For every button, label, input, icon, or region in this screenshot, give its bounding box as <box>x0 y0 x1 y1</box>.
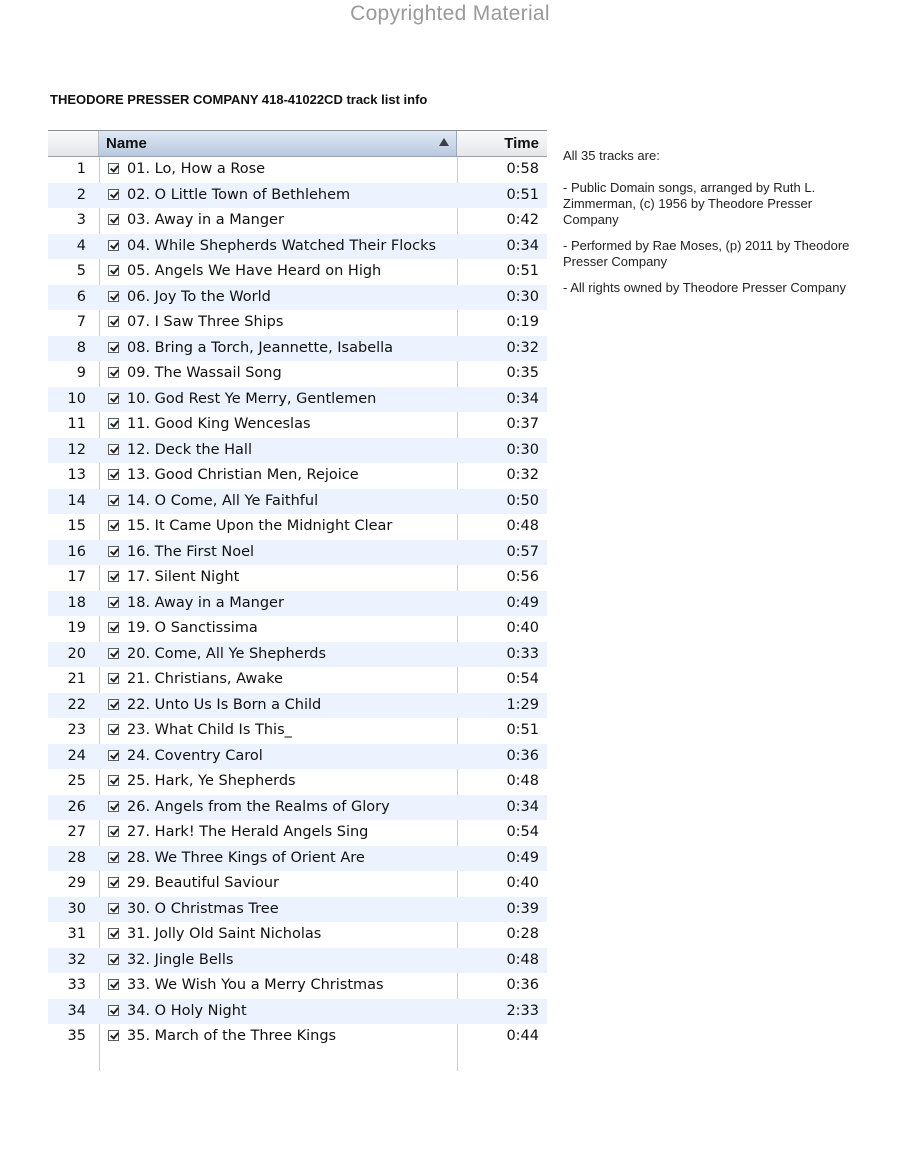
table-row[interactable] <box>48 514 547 540</box>
track-number: 13 <box>67 467 86 483</box>
table-row[interactable] <box>48 948 547 974</box>
track-number: 15 <box>67 518 86 534</box>
track-time: 0:48 <box>506 518 539 534</box>
track-checkbox-icon[interactable] <box>108 622 119 633</box>
track-list-table <box>48 130 547 1071</box>
table-row[interactable] <box>48 1024 547 1050</box>
table-row[interactable] <box>48 361 547 387</box>
track-time: 0:49 <box>506 594 539 611</box>
track-checkbox-icon[interactable] <box>108 928 119 939</box>
time-column-header[interactable]: Time <box>504 135 539 152</box>
track-number: 9 <box>76 365 86 381</box>
track-number: 24 <box>67 747 86 764</box>
track-number: 5 <box>76 263 86 279</box>
track-checkbox-icon[interactable] <box>108 673 119 684</box>
track-time: 0:49 <box>506 849 539 866</box>
table-row[interactable] <box>48 387 547 413</box>
track-time: 0:44 <box>506 1028 539 1044</box>
table-row[interactable] <box>48 285 547 311</box>
track-info-panel <box>563 148 863 306</box>
track-time: 0:19 <box>506 314 539 330</box>
track-time: 0:35 <box>506 365 539 381</box>
track-number: 27 <box>67 824 86 840</box>
track-time: 0:34 <box>506 390 539 407</box>
track-number: 29 <box>67 875 86 891</box>
track-number: 25 <box>67 773 86 789</box>
track-number: 28 <box>67 849 86 866</box>
track-title: 14. O Come, All Ye Faithful <box>127 492 319 509</box>
track-time: 2:33 <box>506 1002 539 1019</box>
track-number: 8 <box>76 339 86 356</box>
track-number: 22 <box>67 696 86 713</box>
table-header <box>48 130 547 157</box>
track-checkbox-icon[interactable] <box>108 877 119 888</box>
track-checkbox-icon[interactable] <box>108 724 119 735</box>
table-row[interactable] <box>48 922 547 948</box>
track-time: 0:40 <box>506 620 539 636</box>
track-time: 0:33 <box>506 645 539 662</box>
track-title: 18. Away in a Manger <box>127 594 284 611</box>
track-title: 31. Jolly Old Saint Nicholas <box>127 926 322 942</box>
track-title: 07. I Saw Three Ships <box>127 314 284 330</box>
track-checkbox-icon[interactable] <box>108 316 119 327</box>
track-checkbox-icon[interactable] <box>108 750 119 761</box>
track-number: 17 <box>67 569 86 585</box>
track-title: 19. O Sanctissima <box>127 620 258 636</box>
track-checkbox-icon[interactable] <box>108 1005 119 1016</box>
table-row[interactable] <box>48 795 547 821</box>
table-row[interactable] <box>48 489 547 515</box>
track-title: 21. Christians, Awake <box>127 671 283 687</box>
track-number: 16 <box>67 543 86 560</box>
track-title: 29. Beautiful Saviour <box>127 875 279 891</box>
track-number: 35 <box>67 1028 86 1044</box>
track-checkbox-icon[interactable] <box>108 367 119 378</box>
track-checkbox-icon[interactable] <box>108 265 119 276</box>
copyright-watermark: Copyrighted Material <box>350 2 550 25</box>
track-number: 11 <box>67 416 86 432</box>
table-row[interactable] <box>48 744 547 770</box>
track-number: 6 <box>76 288 86 305</box>
track-title: 33. We Wish You a Merry Christmas <box>127 977 384 993</box>
track-title: 06. Joy To the World <box>127 288 271 305</box>
track-checkbox-icon[interactable] <box>108 775 119 786</box>
track-number: 26 <box>67 798 86 815</box>
track-number: 2 <box>76 186 86 203</box>
table-row[interactable] <box>48 259 547 285</box>
table-row[interactable] <box>48 208 547 234</box>
track-checkbox-icon[interactable] <box>108 393 119 404</box>
track-title: 20. Come, All Ye Shepherds <box>127 645 327 662</box>
track-title: 05. Angels We Have Heard on High <box>127 263 382 279</box>
track-checkbox-icon[interactable] <box>108 240 119 251</box>
track-time: 0:50 <box>506 492 539 509</box>
table-row[interactable] <box>48 412 547 438</box>
track-time: 0:36 <box>506 747 539 764</box>
track-number: 14 <box>67 492 86 509</box>
info-item: - Performed by Rae Moses, (p) 2011 by Theodore Presser Company <box>563 238 850 269</box>
track-title: 28. We Three Kings of Orient Are <box>127 849 365 866</box>
number-column-header[interactable] <box>48 131 99 156</box>
table-row[interactable] <box>48 897 547 923</box>
table-row[interactable] <box>48 846 547 872</box>
track-number: 3 <box>76 212 86 228</box>
track-time: 0:32 <box>506 339 539 356</box>
table-row[interactable] <box>48 310 547 336</box>
track-checkbox-icon[interactable] <box>108 495 119 506</box>
track-time: 0:34 <box>506 798 539 815</box>
track-time: 0:30 <box>506 441 539 458</box>
track-title: 02. O Little Town of Bethlehem <box>127 186 351 203</box>
track-title: 17. Silent Night <box>127 569 240 585</box>
track-number: 12 <box>67 441 86 458</box>
track-checkbox-icon[interactable] <box>108 342 119 353</box>
table-row[interactable] <box>48 820 547 846</box>
track-title: 09. The Wassail Song <box>127 365 282 381</box>
track-checkbox-icon[interactable] <box>108 648 119 659</box>
track-time: 0:58 <box>506 161 539 177</box>
track-number: 31 <box>67 926 86 942</box>
track-number: 30 <box>67 900 86 917</box>
track-title: 22. Unto Us Is Born a Child <box>127 696 322 713</box>
table-row[interactable] <box>48 616 547 642</box>
table-row[interactable] <box>48 591 547 617</box>
table-row[interactable] <box>48 999 547 1025</box>
track-time: 0:51 <box>506 722 539 738</box>
track-checkbox-icon[interactable] <box>108 291 119 302</box>
track-checkbox-icon[interactable] <box>108 163 119 174</box>
name-column-header[interactable] <box>99 131 457 156</box>
track-title: 27. Hark! The Herald Angels Sing <box>127 824 369 840</box>
track-title: 10. God Rest Ye Merry, Gentlemen <box>127 390 377 407</box>
info-item: - All rights owned by Theodore Presser Company <box>563 280 847 295</box>
track-title: 11. Good King Wenceslas <box>127 416 311 432</box>
info-lead: All 35 tracks are: <box>563 148 660 163</box>
track-title: 24. Coventry Carol <box>127 747 263 764</box>
table-row[interactable] <box>48 234 547 260</box>
track-checkbox-icon[interactable] <box>108 979 119 990</box>
track-checkbox-icon[interactable] <box>108 444 119 455</box>
track-rows <box>48 157 547 1050</box>
table-row[interactable] <box>48 667 547 693</box>
track-checkbox-icon[interactable] <box>108 546 119 557</box>
track-checkbox-icon[interactable] <box>108 571 119 582</box>
track-title: 03. Away in a Manger <box>127 212 284 228</box>
track-time: 0:36 <box>506 977 539 993</box>
track-number: 18 <box>67 594 86 611</box>
table-row[interactable] <box>48 540 547 566</box>
name-column-label: Name <box>106 135 147 152</box>
track-time: 0:51 <box>506 263 539 279</box>
sort-ascending-icon[interactable] <box>439 138 449 146</box>
track-number: 20 <box>67 645 86 662</box>
table-row[interactable] <box>48 183 547 209</box>
track-title: 23. What Child Is This_ <box>127 722 292 738</box>
track-checkbox-icon[interactable] <box>108 852 119 863</box>
track-checkbox-icon[interactable] <box>108 801 119 812</box>
track-time: 0:30 <box>506 288 539 305</box>
track-title: 13. Good Christian Men, Rejoice <box>127 467 359 483</box>
track-number: 34 <box>67 1002 86 1019</box>
track-title: 12. Deck the Hall <box>127 441 252 458</box>
track-checkbox-icon[interactable] <box>108 418 119 429</box>
track-title: 15. It Came Upon the Midnight Clear <box>127 518 393 534</box>
track-time: 0:48 <box>506 773 539 789</box>
track-time: 0:42 <box>506 212 539 228</box>
table-row[interactable] <box>48 336 547 362</box>
track-time: 0:39 <box>506 900 539 917</box>
page-title: THEODORE PRESSER COMPANY 418-41022CD track list info <box>50 92 428 107</box>
track-number: 7 <box>76 314 86 330</box>
track-title: 01. Lo, How a Rose <box>127 161 266 177</box>
table-row[interactable] <box>48 718 547 744</box>
track-title: 04. While Shepherds Watched Their Flocks <box>127 237 437 254</box>
track-time: 0:54 <box>506 671 539 687</box>
track-title: 30. O Christmas Tree <box>127 900 279 917</box>
table-row[interactable] <box>48 769 547 795</box>
track-number: 1 <box>76 161 86 177</box>
table-row[interactable] <box>48 693 547 719</box>
track-number: 33 <box>67 977 86 993</box>
track-checkbox-icon[interactable] <box>108 214 119 225</box>
table-row[interactable] <box>48 565 547 591</box>
track-checkbox-icon[interactable] <box>108 903 119 914</box>
track-time: 0:54 <box>506 824 539 840</box>
track-checkbox-icon[interactable] <box>108 597 119 608</box>
track-number: 23 <box>67 722 86 738</box>
track-number: 19 <box>67 620 86 636</box>
track-time: 0:56 <box>506 569 539 585</box>
track-time: 0:51 <box>506 186 539 203</box>
track-time: 0:34 <box>506 237 539 254</box>
track-checkbox-icon[interactable] <box>108 699 119 710</box>
track-time: 0:48 <box>506 951 539 968</box>
track-title: 34. O Holy Night <box>127 1002 247 1019</box>
track-title: 16. The First Noel <box>127 543 255 560</box>
track-checkbox-icon[interactable] <box>108 520 119 531</box>
track-number: 10 <box>67 390 86 407</box>
table-row[interactable] <box>48 438 547 464</box>
track-time: 0:28 <box>506 926 539 942</box>
track-time: 0:32 <box>506 467 539 483</box>
table-row[interactable] <box>48 642 547 668</box>
track-time: 0:40 <box>506 875 539 891</box>
table-row[interactable] <box>48 973 547 999</box>
table-row[interactable] <box>48 157 547 183</box>
track-title: 35. March of the Three Kings <box>127 1028 337 1044</box>
track-number: 32 <box>67 951 86 968</box>
track-number: 4 <box>76 237 86 254</box>
table-row[interactable] <box>48 463 547 489</box>
track-title: 08. Bring a Torch, Jeannette, Isabella <box>127 339 394 356</box>
track-number: 21 <box>67 671 86 687</box>
track-checkbox-icon[interactable] <box>108 826 119 837</box>
track-checkbox-icon[interactable] <box>108 469 119 480</box>
track-checkbox-icon[interactable] <box>108 189 119 200</box>
info-item: - Public Domain songs, arranged by Ruth L. Zimmerman, (c) 1956 by Theodore Presser Company <box>563 180 816 227</box>
track-checkbox-icon[interactable] <box>108 1030 119 1041</box>
track-title: 25. Hark, Ye Shepherds <box>127 773 296 789</box>
table-row[interactable] <box>48 871 547 897</box>
track-title: 26. Angels from the Realms of Glory <box>127 798 390 815</box>
track-checkbox-icon[interactable] <box>108 954 119 965</box>
track-time: 1:29 <box>506 696 539 713</box>
track-title: 32. Jingle Bells <box>127 951 234 968</box>
track-time: 0:57 <box>506 543 539 560</box>
track-time: 0:37 <box>506 416 539 432</box>
